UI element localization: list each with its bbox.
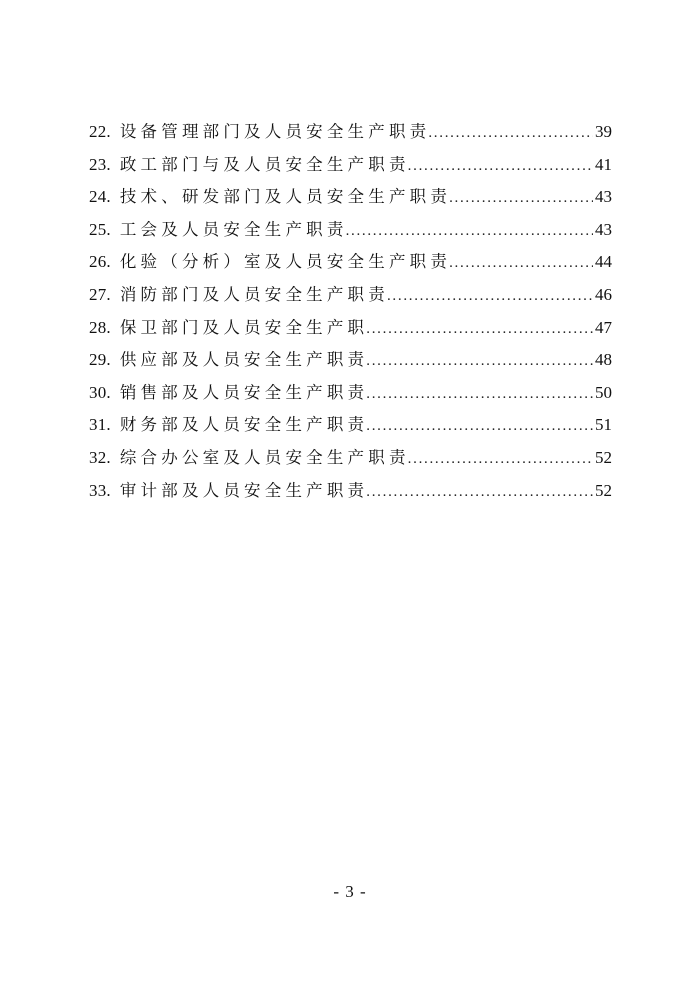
toc-entry-27[interactable]: [89, 279, 612, 312]
toc-dot-leader: [408, 150, 593, 183]
toc-entry-number: 30.: [89, 382, 111, 402]
toc-dot-leader: [366, 378, 593, 411]
toc-entry-page: 46: [595, 284, 612, 304]
toc-entry-title: 审计部及人员安全生产职责: [119, 480, 369, 500]
table-of-contents: [0, 116, 700, 507]
toc-entry-title: 消防部门及人员安全生产职责: [119, 284, 389, 304]
toc-entry-number: 25.: [89, 219, 111, 239]
toc-entry-page: 43: [595, 187, 612, 207]
toc-entry-title: 销售部及人员安全生产职责: [119, 382, 369, 402]
page-number: - 3 -: [333, 882, 367, 901]
toc-entry-number: 26.: [89, 252, 111, 272]
toc-entry-25[interactable]: [89, 214, 612, 247]
toc-entry-title: 保卫部门及人员安全生产职: [119, 317, 369, 337]
toc-entry-22[interactable]: [89, 116, 612, 149]
toc-entry-24[interactable]: [89, 181, 612, 214]
toc-dot-leader: [428, 117, 593, 150]
toc-entry-page: 43: [595, 219, 612, 239]
toc-entry-page: 48: [595, 350, 612, 370]
toc-entry-page: 44: [595, 252, 612, 272]
toc-dot-leader: [449, 247, 593, 280]
toc-dot-leader: [346, 215, 593, 248]
toc-entry-number: 31.: [89, 415, 111, 435]
toc-dot-leader: [449, 182, 593, 215]
toc-entry-number: 29.: [89, 350, 111, 370]
toc-entry-title: 政工部门与及人员安全生产职责: [119, 154, 410, 174]
toc-entry-title: 设备管理部门及人员安全生产职责: [119, 122, 431, 141]
toc-entry-26[interactable]: [89, 246, 612, 279]
toc-entry-page: 52: [595, 480, 612, 500]
toc-entry-32[interactable]: [89, 442, 612, 475]
toc-entry-page: 39: [595, 122, 612, 141]
toc-entry-page: 50: [595, 382, 612, 402]
toc-entry-page: 51: [595, 415, 612, 435]
toc-entry-title: 财务部及人员安全生产职责: [119, 415, 369, 435]
toc-dot-leader: [366, 345, 593, 378]
toc-entry-title: 技术、研发部门及人员安全生产职责: [119, 187, 452, 207]
toc-dot-leader: [366, 476, 593, 509]
toc-entry-title: 供应部及人员安全生产职责: [119, 350, 369, 370]
toc-entry-title: 综合办公室及人员安全生产职责: [119, 447, 410, 467]
toc-entry-page: 47: [595, 317, 612, 337]
toc-entry-title: 工会及人员安全生产职责: [119, 219, 348, 239]
toc-entry-number: 32.: [89, 447, 111, 467]
toc-entry-number: 28.: [89, 317, 111, 337]
toc-entry-page: 41: [595, 154, 612, 174]
toc-dot-leader: [387, 280, 593, 313]
toc-dot-leader: [366, 313, 593, 346]
toc-entry-page: 52: [595, 447, 612, 467]
toc-dot-leader: [366, 410, 593, 443]
toc-entry-number: 27.: [89, 284, 111, 304]
toc-entry-number: 22.: [89, 122, 111, 141]
toc-dot-leader: [408, 443, 593, 476]
toc-entry-31[interactable]: [89, 409, 612, 442]
toc-entry-number: 24.: [89, 187, 111, 207]
toc-entry-number: 23.: [89, 154, 111, 174]
toc-entry-29[interactable]: [89, 344, 612, 377]
toc-entry-33[interactable]: [89, 475, 612, 508]
toc-entry-title: 化验（分析）室及人员安全生产职责: [119, 252, 452, 272]
toc-entry-number: 33.: [89, 480, 111, 500]
toc-entry-23[interactable]: [89, 149, 612, 182]
toc-entry-28[interactable]: [89, 312, 612, 345]
toc-entry-30[interactable]: [89, 377, 612, 410]
